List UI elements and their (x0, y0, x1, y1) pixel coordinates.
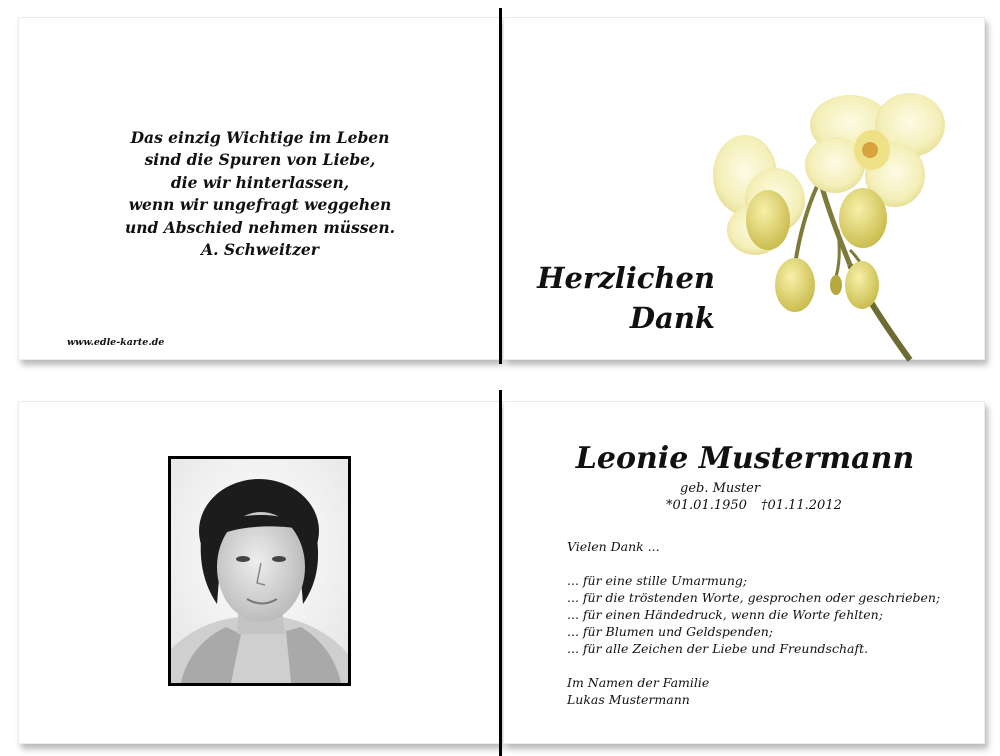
portrait-frame (168, 456, 351, 686)
bottom-fold-line (499, 390, 502, 756)
signoff-line2: Lukas Mustermann (567, 692, 690, 707)
birth-name: geb. Muster (680, 481, 761, 496)
life-dates (666, 498, 842, 513)
thanks-line: ... für alle Zeichen der Liebe und Freundschaft. (567, 641, 869, 656)
cover-title (537, 258, 715, 338)
born-date: *01.01.1950 (666, 498, 747, 513)
orchid-image (700, 80, 960, 362)
thanks-line: ... für eine stille Umarmung; (567, 573, 748, 588)
quote-author: A. Schweitzer (201, 240, 319, 260)
portrait-photo (171, 459, 348, 683)
signoff-line1: Im Namen der Familie (567, 675, 710, 690)
quote-line: sind die Spuren von Liebe, (144, 150, 376, 170)
thanks-line: ... für einen Händedruck, wenn die Worte fehlten; (567, 607, 883, 622)
cover-title-line2: Dank (629, 301, 715, 335)
thanks-line: ... für Blumen und Geldspenden; (567, 624, 774, 639)
died-date: †01.11.2012 (760, 498, 842, 513)
deceased-name: Leonie Mustermann (575, 441, 915, 476)
cover-title-line1: Herzlichen (537, 261, 715, 295)
portrait-image (171, 459, 348, 683)
thanks-message (567, 538, 940, 708)
quote-line: die wir hinterlassen, (170, 172, 350, 192)
top-fold-line (499, 8, 502, 364)
thanks-line: ... für die tröstenden Worte, gesprochen oder geschrieben; (567, 590, 941, 605)
website-link[interactable]: www.edle-karte.de (67, 337, 165, 348)
quote-line: wenn wir ungefragt weggehen (128, 195, 392, 215)
thanks-greeting: Vielen Dank ... (567, 539, 660, 554)
quote-text (100, 127, 420, 261)
quote-line: und Abschied nehmen müssen. (124, 217, 396, 237)
quote-line: Das einzig Wichtige im Leben (130, 128, 390, 147)
